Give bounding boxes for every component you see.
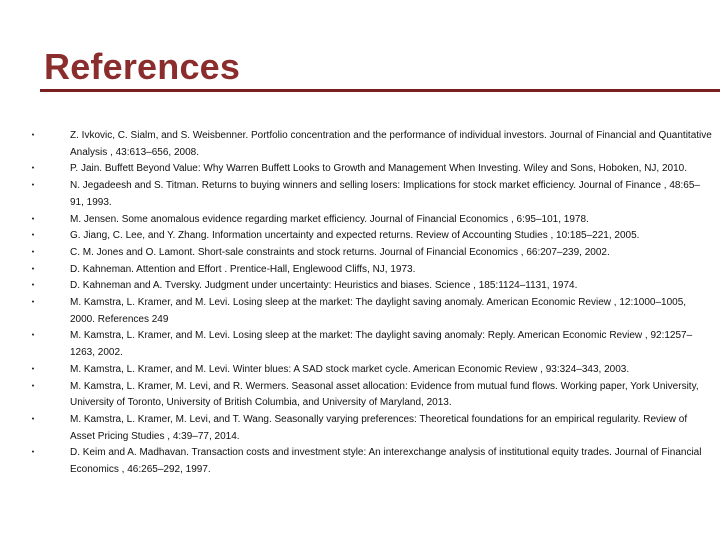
reference-item <box>28 445 712 478</box>
reference-item <box>28 295 712 328</box>
reference-text: G. Jiang, C. Lee, and Y. Zhang. Information uncertainty and expected returns. Review of Accounting Studies , 10:185–221, 2005. <box>70 230 640 242</box>
bullet-icon: • <box>31 299 35 307</box>
reference-item <box>28 245 712 262</box>
bullet-icon: • <box>31 332 35 340</box>
bullet-icon: • <box>31 232 35 240</box>
bullet-icon: • <box>31 165 35 173</box>
reference-item <box>28 379 712 412</box>
reference-text: M. Kamstra, L. Kramer, and M. Levi. Losing sleep at the market: The daylight saving anomaly. American Economic Review , 12:1000–1005, 2000. References 249 <box>70 297 687 325</box>
bullet-icon: • <box>31 282 35 290</box>
bullet-icon: • <box>31 248 35 256</box>
reference-item <box>28 128 712 161</box>
reference-text: Z. Ivkovic, C. Sialm, and S. Weisbenner. Portfolio concentration and the performance of individual investors. Journal of Financial and Quantitative Analysis , 43:613–656, 2008. <box>70 130 712 158</box>
reference-item <box>28 262 712 279</box>
bullet-icon: • <box>31 132 35 139</box>
bullet-icon: • <box>31 265 35 273</box>
reference-item <box>28 328 712 361</box>
reference-text: D. Keim and A. Madhavan. Transaction costs and investment style: An interexchange analysis of institutional equity trades. Journal of Financial Economics , 46:265–292, 1997. <box>70 447 702 476</box>
reference-item <box>28 178 712 211</box>
bullet-icon: • <box>31 365 35 373</box>
reference-text: D. Kahneman. Attention and Effort . Prentice-Hall, Englewood Cliffs, NJ, 1973. <box>70 263 416 275</box>
reference-item <box>28 161 712 178</box>
reference-item <box>28 212 712 229</box>
bullet-icon: • <box>31 215 35 223</box>
reference-text: P. Jain. Buffett Beyond Value: Why Warren Buffett Looks to Growth and Management When Investing. Wiley and Sons, Hoboken, NJ, 2010. <box>70 163 688 175</box>
reference-text: C. M. Jones and O. Lamont. Short-sale constraints and stock returns. Journal of Financial Economics , 66:207–239, 2002. <box>70 246 610 258</box>
reference-list <box>28 128 712 479</box>
bullet-icon: • <box>31 449 35 457</box>
reference-text: M. Kamstra, L. Kramer, and M. Levi. Winter blues: A SAD stock market cycle. American Economic Review , 93:324–343, 2003. <box>70 363 630 375</box>
reference-item <box>28 278 712 295</box>
reference-text: N. Jegadeesh and S. Titman. Returns to buying winners and selling losers: Implications for stock market efficiency. Journal of Finance , 48:65–91, 1993. <box>70 180 700 208</box>
reference-item <box>28 228 712 245</box>
reference-item <box>28 412 712 445</box>
bullet-icon: • <box>31 415 35 423</box>
reference-text: D. Kahneman and A. Tversky. Judgment under uncertainty: Heuristics and biases. Science , 185:1124–1131, 1974. <box>70 280 578 292</box>
bullet-icon: • <box>31 382 35 390</box>
reference-text: M. Jensen. Some anomalous evidence regarding market efficiency. Journal of Financial Economics , 6:95–101, 1978. <box>70 213 589 225</box>
bullet-icon: • <box>31 182 35 190</box>
reference-text: M. Kamstra, L. Kramer, and M. Levi. Losing sleep at the market: The daylight saving anomaly: Reply. American Economic Review , 92:1257–1263, 2002. <box>70 330 693 359</box>
slide-title: References <box>44 46 241 87</box>
reference-item <box>28 362 712 379</box>
reference-text: M. Kamstra, L. Kramer, M. Levi, and T. Wang. Seasonally varying preferences: Theoretical foundations for an empirical regularity. Review of Asset Pricing Studies , 4:39–77, 2014. <box>70 413 688 442</box>
reference-text: M. Kamstra, L. Kramer, M. Levi, and R. Wermers. Seasonal asset allocation: Evidence from mutual fund flows. Working paper, York University, University of Toronto, University of British Columbia, and University of Maryland, 2013. <box>70 380 699 409</box>
title-underline-rule <box>40 89 720 92</box>
